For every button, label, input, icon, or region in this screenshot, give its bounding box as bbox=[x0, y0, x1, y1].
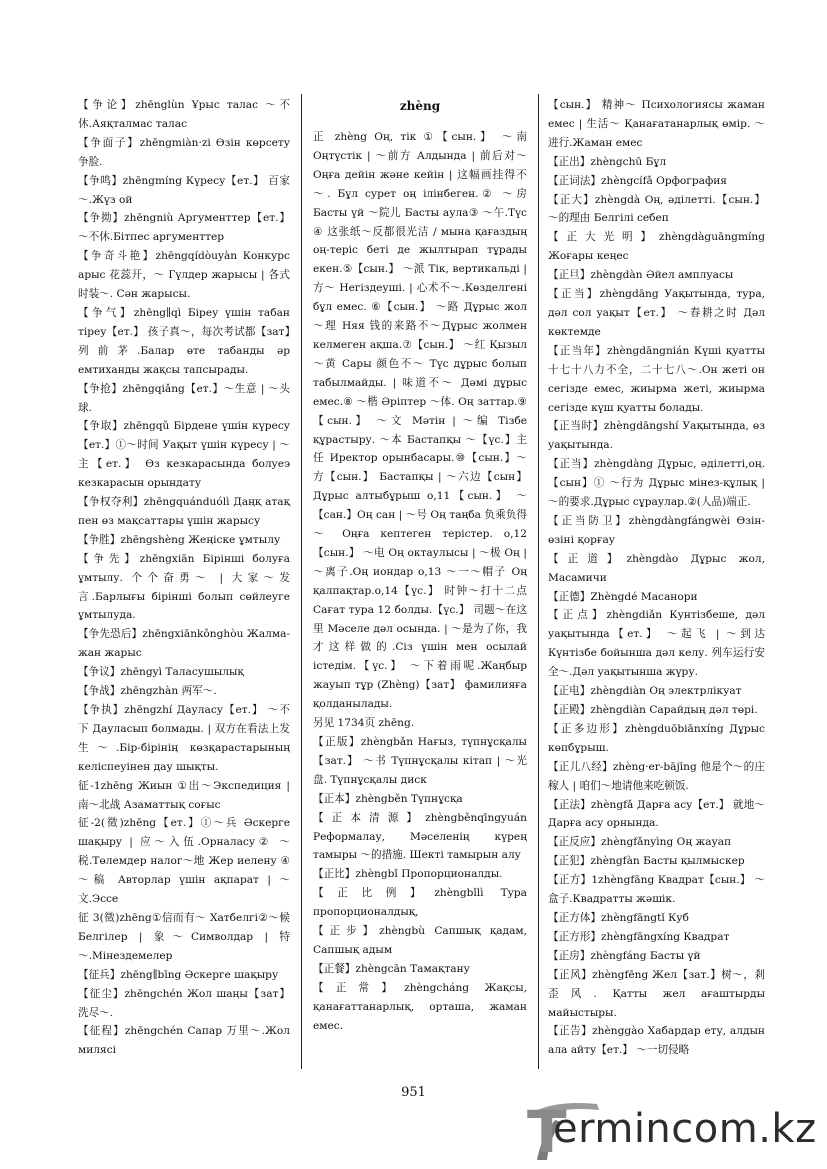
dictionary-entry: 【正词法】zhèngcífǎ Орфография bbox=[548, 174, 727, 187]
dictionary-entry: 【争鸣】zhēngmíng Күресу【ет.】 百家～.Жүз ой bbox=[78, 174, 290, 206]
dictionary-entry: 【正旦】zhèngdàn Әйел амплуасы bbox=[548, 269, 734, 282]
dictionary-entry: 【争抢】zhēngqiǎng【ет.】～生意 | ～头球. bbox=[78, 382, 290, 414]
dictionary-entry: 【正当年】zhèngdāngnián Күші қуатты 十七十八力不全，二十七八～.Он жеті он сегізде емес, жиырма жеті, жиырма сегізде күш қуатты болады. bbox=[548, 344, 765, 414]
dictionary-entry: 【征程】zhēngchén Сапар 万里～.Жол миляcі bbox=[78, 1025, 290, 1057]
dictionary-entry: 【争执】zhēngzhí Дауласу【ет.】 ～不下 Дауласып болмады. | 双方在看法上发生～.Бір-бірінің көзқарастарының келіспеуінен дау шықты. bbox=[78, 704, 290, 773]
dictionary-entry: 【正比例】zhèngbǐlì Тура пропорционалдық, bbox=[313, 887, 527, 919]
dictionary-entry: 【正犯】zhèngfàn Басты қылмыскер bbox=[548, 855, 745, 868]
logo-text: ermincom.kz bbox=[553, 1106, 817, 1152]
dictionary-entry: 【正多边形】zhèngduōbiānxíng Дұрыс көпбұрыш. bbox=[548, 722, 765, 754]
dictionary-entry: 【正出】zhèngchū Бұл bbox=[548, 155, 667, 168]
dictionary-entry: 【正方体】zhèngfāngtǐ Куб bbox=[548, 911, 689, 924]
column-middle bbox=[313, 128, 527, 1036]
dictionary-entry: 【争胜】zhēngshèng Жеңіске ұмтылу bbox=[78, 533, 281, 546]
dictionary-entry: 【征兵】zhēng∥bīng Әскерге шақыру bbox=[78, 968, 279, 981]
dictionary-entry: 【争奇斗艳】zhēngqídòuyàn Конкурс арыс 花蕊开，～ Гүлдер жарысы | 各式时装～. Сән жарысы. bbox=[78, 250, 290, 301]
dictionary-entry: 【争议】zhēngyì Таласушылық bbox=[78, 666, 244, 679]
column-divider-right bbox=[538, 94, 539, 1069]
dictionary-entry: 【争取】zhēngqǔ Бірдене үшін күресу【ет.】①～时间 Уақыт үшін күресу | ～主【ет.】 Өз кезкарасында болуеэ кезкарасын орындату bbox=[78, 420, 290, 490]
dictionary-entry: 【争气】zhēng∥qì Біреу үшін табан тіреу【ет.】 孩子真～，每次考试都【зат】列前茅.Балар өте табанды әр емтиханды жақсы тапсырады. bbox=[78, 306, 290, 376]
column-left bbox=[78, 96, 290, 1060]
dictionary-entry: 【正告】zhènggào Хабардар ету, алдын ала айту【ет.】 ～一切侵略 bbox=[548, 1025, 765, 1057]
dictionary-entry: 【正当防卫】zhèngdàngfángwèi Өзін-өзіні қорғау bbox=[548, 514, 765, 546]
dictionary-entry: 【сын.】 精神～ Психологиясы жаман емес | 生活～ Қанағатанарлық өмір. ～进行.Жаман емес bbox=[548, 99, 765, 149]
dictionary-entry: 【正当时】zhèngdāngshí Уақытында, өз уақытында. bbox=[548, 420, 765, 452]
dictionary-entry: 【正大】zhèngdà Оң, әділетті.【сын.】 ～的理由 Белгілі себеп bbox=[548, 193, 765, 225]
dictionary-entry: 【正儿八经】zhèng·er-bājīng 他是个～的庄稼人 | 咱们～地请他来吃顿饭. bbox=[548, 760, 765, 792]
dictionary-entry: 【争论】zhēnglùn Ұрыс талас ～不休.Аяқталмас талас bbox=[78, 99, 290, 130]
dictionary-entry: 【正反应】zhèngfǎnyìng Оң жауап bbox=[548, 836, 732, 849]
page-number: 951 bbox=[401, 1085, 426, 1100]
dictionary-entry: 【正德】Zhèngdé Масанори bbox=[548, 590, 698, 603]
dictionary-entry: 【争战】zhēngzhàn 两军～. bbox=[78, 685, 217, 698]
dictionary-entry: 【正风】zhèngfēng Жел【зат.】树～，剎歪风. Қатты жел ағаштырды майыстыры. bbox=[548, 968, 765, 1019]
page-heading: zhèng bbox=[399, 99, 441, 113]
logo-first-letter: T bbox=[527, 1098, 567, 1166]
dictionary-entry: 另见 1734页 zhēng. bbox=[313, 717, 415, 730]
dictionary-entry: 【正步】zhèngbù Сапшық қадам, Сапшық адым bbox=[313, 925, 527, 956]
dictionary-entry: 【争面子】zhēngmiàn·zi Өзін көрсету 争脸. bbox=[78, 136, 290, 168]
dictionary-entry: 【正法】zhèngfǎ Дарға асу【ет.】 就地～Дарға асу орнында. bbox=[548, 798, 765, 830]
dictionary-entry: 【正本清源】zhèngběnqīngyuán Реформалау, Мәселенің күрең тамыры ～的措施. Шекті тамырын алу bbox=[313, 811, 527, 862]
dictionary-entry: 【争拗】zhēngniù Аргументтер【ет.】 ～不休.Бітпес аргументтер bbox=[78, 212, 290, 244]
dictionary-entry: 【正点】zhèngdiǎn Кунтізбеше, дәл уақытында【ет.】 ～起飞 | ～到达 Күнтізбе бойынша дәл келу. 列车运行安全～.Дәл уақытынша жүру. bbox=[548, 609, 765, 679]
dictionary-entry: 【正方形】zhèngfāngxíng Квадрат bbox=[548, 930, 730, 943]
dictionary-entry: 【正当】zhèngdāng Уақытында, тура, дәл сол уақыт【ет.】 ～春耕之时 Дәл көктемде bbox=[548, 288, 765, 338]
termincom-logo bbox=[527, 1098, 817, 1164]
dictionary-entry: 正 zhèng Оң, тік ①【сын.】 ～南 Оңтүстік | ～前方 Алдында | 前后对～ Оңға дейін және кейін | 这幅画挂得不～. Бұл сурет оң ілінбеген.② ～房 Басты үй ～院儿 Басты аула③ ～午.Түс ④ 这张纸～反都很光洁 / мына қағаздың оң-теріс беті де жылтырап тұрады екен.⑤【сын.】 ～派 Тік, вертикальді | 方～ Негіздеуші. | 心术不～.Көзделгені бұл емес. ⑥【сын.】 ～路 Дұрыс жол ～理 Няя 钱的来路不～Дұрыс жолмен келмеген ақша.⑦【сын.】 ～红 Қызыл ～黄 Сары 颜色不～ Түс дұрыс болып табылмайды. | 味道不～ Дәмі дұрыс емес.⑧ ～楷 Әріптер ～体. Оң заттар.⑨【сын.】 ～文 Мәтін | ～编 Тізбе құрастыру. ～本 Бастапқы ～【үс.】主任 Иректор орынбасары.⑩【сын.】～方【сын.】 Бастапқы | ～六边【сын】Дұрыс алтыбұрыш о,11【сын.】 ～【сан.】Оң сан | ～号 Оң таңба 负乘负得～ Оңға кептеген терістер. о,12【сын.】 ～电 Оң октаулысы | ～极 Оң | ～离子.Оң иондар о,13 ～一～帽子 Оң қалпақтар.о,14【үс.】 时钟～打十二点 Сағат тура 12 болды.【үс.】 司题～在这里 Мәселе дәл осында. | ～是为了你，我才这样做的.Сіз үшін мен осылай істедім.【үс.】 ～下着雨呢.Жаңбыр жауып тұр (Zhèng)【зат】 фамилияға қолданылады. bbox=[313, 131, 527, 711]
dictionary-entry: 【正比】zhèngbǐ Пропорционалды. bbox=[313, 868, 503, 881]
dictionary-entry: 【正版】zhèngbǎn Нағыз, түпнұсқалы【зат.】 ～书 Түпнұсқалы кітап | ～光盘. Түпнұсқалы диск bbox=[313, 736, 527, 786]
dictionary-entry: 【正方】1zhèngfāng Квадрат【сын.】 ～盒子.Квадратты жәшік. bbox=[548, 874, 765, 906]
dictionary-entry: 【征尘】zhēngchén Жол шаңы【зат】洗尽～. bbox=[78, 987, 290, 1019]
dictionary-entry: 【争先恐后】zhēngxiānkǒnghòu Жалма-жан жарыс bbox=[78, 628, 290, 660]
dictionary-entry: 征-2(徵)zhēng【ет.】①～兵 Әскерге шақыру | 应～入伍.Орналасу② ～税.Төлемдер налог～地 Жер иелену ④～稿 Авторлар үшін ақпарат | ～文.Эссе bbox=[78, 817, 290, 906]
dictionary-entry: 【正房】zhèngfáng Басты үй bbox=[548, 949, 701, 962]
dictionary-entry: 【争先】zhēngxiān Бірінші болуға ұмтылу. 个个奋勇～ | 大家～发言.Барлығы бірінші болып сөйлеуге ұмтылуда. bbox=[78, 552, 290, 622]
dictionary-entry: 征 3(徵)zhēng①信而有～ Хатбелгі②～候 Белгілер | 象～Символдар | 特～.Мінездемелер bbox=[78, 911, 290, 962]
dictionary-entry: 【正常】zhèngcháng Жақсы, қанағаттанарлық, орташа, жаман емес. bbox=[313, 981, 527, 1032]
dictionary-entry: 【正餐】zhèngcān Тамақтану bbox=[313, 962, 470, 975]
dictionary-entry: 【正电】zhèngdiàn Оң электрлікуат bbox=[548, 685, 742, 698]
dictionary-entry: 【正当】zhèngdàng Дұрыс, әділетті,оң.【сын】① ～行为 Дұрыс мінез-құлық | ～的要求.Дұрыс сұраулар.②(人品)端正. bbox=[548, 458, 765, 509]
dictionary-entry: 征-1zhēng Жиын ①出～Экспедиция | 南～北战 Азаматтық соғыс bbox=[78, 779, 290, 811]
dictionary-entry: 【正道】zhèngdào Дұрыс жол, Масамичи bbox=[548, 552, 765, 584]
column-right bbox=[548, 96, 765, 1060]
column-divider-left bbox=[301, 94, 302, 1069]
dictionary-entry: 【正殿】zhèngdiàn Сарайдың дәл төрі. bbox=[548, 704, 758, 716]
dictionary-entry: 【正本】zhèngběn Түпнұсқа bbox=[313, 792, 463, 805]
dictionary-entry: 【争权夺利】zhēngquánduólì Даңқ атақ пен өз мақсаттары үшін жарысу bbox=[78, 496, 290, 527]
dictionary-entry: 【正大光明】zhèngdàguāngmíng Жоғары кеңес bbox=[548, 231, 765, 263]
